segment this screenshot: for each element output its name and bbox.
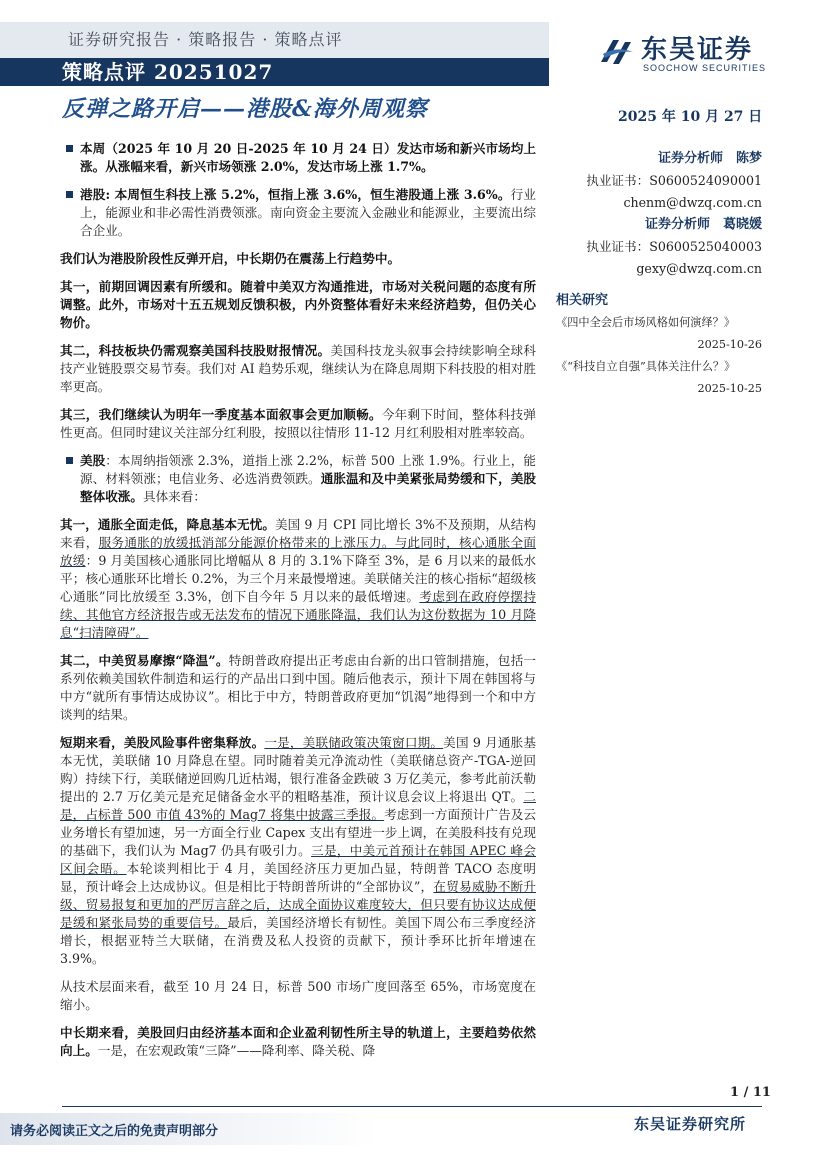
sidebar: [556, 148, 762, 400]
footer-brand: 东吴证券研究所: [634, 1115, 747, 1133]
short-term-view: [60, 734, 536, 968]
us-point-1-text-b: ：9 月美国核心通胀同比增幅从 8 月的 3.1%下降至 3%，是 6 月以来的最低水平；核心通胀环比增长 0.2%，为三个月来最慢增速。美联储关注的核心指标“超级核心通胀”同比放缓至 3.3%，创下自今年 5 月以来的最低增速。: [60, 553, 536, 604]
breadcrumb: 证券研究报告 · 策略报告 · 策略点评: [68, 30, 343, 49]
soochow-logo: [597, 32, 787, 76]
hk-summary-bold: 港股: 本周恒生科技上涨 5.2%，恒指上涨 3.6%，恒生港股通上涨 3.6%。: [80, 187, 511, 202]
footer-disclaimer: 请务必阅读正文之后的免责声明部分: [10, 1124, 219, 1139]
short-term-underline-4: 在贸易威胁不断升级、贸易报复和更加的严厉言辞之后，达成全面协议难度较大，但只要有协议达成便是缓和紧张局势的重要信号。: [60, 879, 536, 930]
us-point-1-underline-a: 服务通胀的放缓抵消部分能源价格带来的上涨压力。与此同时，核心通胀全面放缓: [60, 535, 537, 568]
hk-point-2: [60, 342, 536, 396]
market-summary-text: 本周（2025 年 10 月 20 日-2025 年 10 月 24 日）发达市场和新兴市场均上涨。从涨幅来看，新兴市场领涨 2.0%，发达市场上涨 1.7%。: [80, 141, 536, 174]
us-label: 美股: [80, 453, 106, 468]
analyst-block: [556, 214, 762, 280]
bullet-square-icon: [66, 191, 73, 198]
us-point-2-text: 特朗普政府提出正考虑由台新的出口管制措施，包括一系列依赖美国软件制造和运行的产品出口到中国。随后他表示，预计下周在韩国将与中方“就所有事情达成协议”。相比于中方，特朗普政府更加“饥渴”地得到一个和中方谈判的结果。: [60, 653, 536, 722]
logo-text-cn: 东吴证券: [641, 35, 754, 65]
us-summary-tail: 具体来看：: [142, 489, 206, 504]
main-content: [60, 140, 536, 1070]
us-summary-text: ：本周纳指领涨 2.3%，道指上涨 2.2%，标普 500 上涨 1.9%。行业上，能源、材料领涨；电信业务、必选消费领跌。: [80, 453, 536, 486]
related-research-date: 2025-10-26: [697, 338, 762, 351]
hk-point-3: [60, 406, 536, 442]
related-research-link[interactable]: 《四中全会后市场风格如何演绎？》: [556, 316, 736, 329]
related-research-date: 2025-10-25: [697, 382, 762, 395]
analyst-email[interactable]: chenm@dwzq.com.cn: [623, 195, 762, 210]
related-research-link[interactable]: 《“科技自立自强”具体关注什么？》: [556, 360, 736, 373]
analyst-name: 证券分析师 陈梦: [657, 151, 762, 166]
us-point-2: [60, 652, 536, 724]
hk-point-3-text: 今年剩下时间，整体科技弹性更高。但同时建议关注部分红利股，按照以往情形 11-12 月红利股相对胜率较高。: [60, 407, 537, 440]
logo-text-en: SOOCHOW SECURITIES: [643, 63, 767, 73]
short-term-underline-1: 一是，美联储政策决策窗口期。: [264, 735, 444, 750]
bullet-hk-summary: [60, 186, 536, 240]
short-term-bold: 短期来看，美股风险事件密集释放。: [60, 735, 265, 750]
related-research-title: 相关研究: [556, 293, 609, 308]
short-term-text-b: 考虑到一方面预计广告及云业务增长有望加速，另一方面全行业 Capex 支出有望进一步上调，在美股科技有兑现的基础下，我们认为 Mag7 仍具有吸引力。: [60, 807, 536, 858]
bullet-square-icon: [66, 457, 73, 464]
technical-view: 从技术层面来看，截至 10 月 24 日，标普 500 市场广度回落至 65%，市场宽度在缩小。: [60, 979, 536, 1012]
hk-point-1: [60, 278, 536, 332]
analyst-license: 执业证书：S0600524090001: [586, 173, 762, 188]
hk-point-2-bold: 其二，科技板块仍需观察美国科技股财报情况。: [60, 343, 331, 358]
analyst-email[interactable]: gexy@dwzq.com.cn: [636, 261, 762, 276]
hk-point-2-text: 美国科技龙头叙事会持续影响全球科技产业链股票交易节奏。我们对 AI 趋势乐观，继续认为在降息周期下科技股的相对胜率更高。: [60, 343, 537, 394]
short-term-underline-2: 二是，占标普 500 市值 43%的 Mag7 将集中披露三季报。: [60, 789, 536, 822]
us-point-1-underline-b: 考虑到在政府停摆持续、其他官方经济报告或无法发布的情况下通胀降温，我们认为这份数据为 10 月降息“扫清障碍”。: [60, 589, 536, 640]
logo-mark-icon: [597, 32, 637, 72]
analyst-license: 执业证书：S0600525040003: [586, 239, 762, 254]
bullet-square-icon: [66, 145, 73, 152]
header-band: [0, 0, 549, 86]
analyst-name: 证券分析师 葛晓媛: [644, 217, 762, 232]
page-title: 反弹之路开启——港股&海外周观察: [62, 96, 428, 122]
hk-point-3-bold: 其三，我们继续认为明年一季度基本面叙事会更加顺畅。: [60, 407, 382, 422]
short-term-text-c: 本轮谈判相比于 4 月，美国经济压力更加凸显，特朗普 TACO 态度明显，预计峰会上达成协议。但是相比于特朗普所讲的“全部协议”，: [60, 861, 537, 894]
hk-summary-text: 行业上，能源业和非必需性消费领涨。南向资金主要流入金融业和能源业，主要流出综合企业。: [80, 187, 536, 238]
short-term-text-a: 美国 9 月通胀基本无忧，美联储 10 月降息在望。同时随着美元净流动性（美联储总资产-TGA-逆回购）持续下行，美联储逆回购几近枯竭，银行准备金跌破 3 万亿美元，参考此前沃勒提出的 2.7 万亿美元是充足储备金水平的粗略基准，预计议息会议上将退出 QT。: [60, 735, 537, 804]
footer-divider: [62, 1106, 762, 1107]
report-date: 2025 年 10 月 27 日: [618, 109, 763, 125]
mid-long-term-bold: 中长期来看，美股回归由经济基本面和企业盈利韧性所主导的轨道上，主要趋势依然向上。: [60, 1025, 536, 1058]
mid-long-term-text: 一是，在宏观政策“三降”——降利率、降关税、降: [97, 1043, 376, 1058]
report-type-tag: 策略点评 20251027: [62, 60, 274, 84]
page-number: 1 / 11: [730, 1085, 771, 1100]
us-point-1-text-a: 美国 9 月 CPI 同比增长 3%不及预期，从结构来看，: [60, 517, 537, 550]
us-summary-bold: 通胀温和及中美紧张局势缓和下，美股整体收涨。: [80, 471, 537, 504]
bullet-market-summary: [60, 140, 536, 176]
analyst-block: [556, 148, 762, 214]
bullet-us-summary: [60, 452, 536, 506]
hk-point-1-text: 其一，前期回调因素有所缓和。随着中美双方沟通推进，市场对关税问题的态度有所调整。此外，市场对十五五规划反馈积极，内外资整体看好未来经济趋势，但仍关心物价。: [60, 279, 536, 330]
short-term-text-d: 最后，美国经济增长有韧性。美国下周公布三季度经济增长，根据亚特兰大联储，在消费及私人投资的贡献下，预计季环比折年增速在 3.9%。: [60, 915, 537, 966]
us-point-2-bold: 其二，中美贸易摩擦“降温”。: [60, 653, 229, 668]
us-point-1: [60, 516, 536, 642]
short-term-underline-3: 三是，中美元首预计在韩国 APEC 峰会区间会晤。: [60, 843, 537, 876]
hk-view: 我们认为港股阶段性反弹开启，中长期仍在震荡上行趋势中。: [60, 251, 401, 266]
us-point-1-bold: 其一，通胀全面走低，降息基本无忧。: [60, 517, 275, 532]
mid-long-term-view: [60, 1024, 536, 1060]
